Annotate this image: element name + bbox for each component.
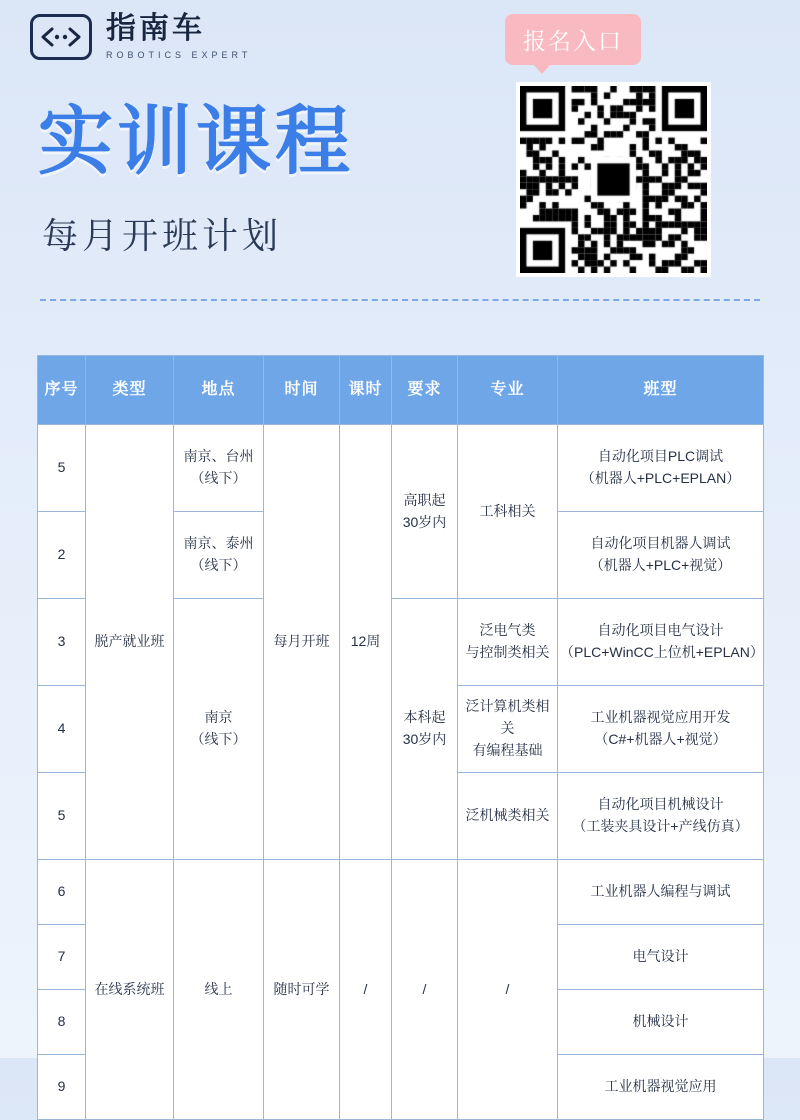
signup-entry-badge[interactable]: 报名入口 [505, 14, 641, 65]
brand-name-zh: 指南车 [106, 12, 205, 45]
cell-location-line1: 南京、台州 [183, 448, 254, 465]
cell-class: 机械设计 [558, 990, 764, 1055]
cell-class-line2: （机器人+PLC+EPLAN） [580, 470, 741, 486]
cell-requirement [392, 425, 458, 599]
column-header-hours: 课时 [340, 356, 392, 425]
table-row [38, 860, 764, 925]
table-header-row [38, 356, 764, 425]
cell-major: 工科相关 [458, 425, 558, 599]
qr-code-icon[interactable] [516, 82, 711, 277]
logo-brackets-icon [30, 14, 92, 60]
schedule-table [37, 355, 764, 1120]
divider [40, 299, 760, 301]
brand-name-en: ROBOTICS EXPERT [106, 50, 252, 60]
cell-index: 8 [38, 990, 86, 1055]
cell-index: 5 [38, 425, 86, 512]
cell-index: 4 [38, 686, 86, 773]
cell-requirement-line2: 30岁内 [402, 731, 447, 747]
page-title: 实训课程 [38, 99, 355, 183]
cell-class: 电气设计 [558, 925, 764, 990]
cell-index: 9 [38, 1055, 86, 1120]
column-header-type: 类型 [86, 356, 174, 425]
cell-class-line2: （PLC+WinCC上位机+EPLAN） [560, 644, 764, 660]
column-header-index: 序号 [38, 356, 86, 425]
cell-class-line1: 自动化项目机器人调试 [590, 535, 731, 552]
cell-major-line2: 有编程基础 [472, 741, 543, 758]
cell-requirement-line2: 30岁内 [402, 513, 447, 530]
cell-location [174, 599, 264, 860]
cell-major: 泛机械类相关 [458, 773, 558, 860]
cell-class-line1: 自动化项目机械设计 [597, 796, 724, 813]
cell-location-line2: （线下） [190, 470, 247, 486]
cell-location-line2: （线下） [190, 731, 247, 747]
cell-hours: 12周 [340, 425, 392, 860]
column-header-time: 时间 [264, 356, 340, 425]
column-header-class: 班型 [558, 356, 764, 425]
cell-index: 7 [38, 925, 86, 990]
cell-location [174, 425, 264, 512]
cell-time: 随时可学 [264, 860, 340, 1120]
cell-class-line2: （机器人+PLC+视觉） [589, 557, 732, 573]
cell-class [558, 686, 764, 773]
cell-class-line1: 工业机器视觉应用开发 [590, 709, 731, 726]
cell-major-line1: 泛计算机类相关 [465, 698, 550, 737]
cell-class: 工业机器视觉应用 [558, 1055, 764, 1120]
cell-index: 5 [38, 773, 86, 860]
cell-class [558, 425, 764, 512]
cell-location [174, 512, 264, 599]
table-row [38, 425, 764, 512]
cell-requirement: / [392, 860, 458, 1120]
cell-type-online: 在线系统班 [86, 860, 174, 1120]
cell-major: / [458, 860, 558, 1120]
cell-class-line1: 自动化项目电气设计 [597, 622, 724, 639]
cell-class [558, 599, 764, 686]
cell-index: 3 [38, 599, 86, 686]
cell-location: 线上 [174, 860, 264, 1120]
cell-class [558, 512, 764, 599]
column-header-location: 地点 [174, 356, 264, 425]
cell-class-line1: 自动化项目PLC调试 [597, 448, 724, 465]
cell-class [558, 773, 764, 860]
column-header-major: 专业 [458, 356, 558, 425]
cell-index: 6 [38, 860, 86, 925]
cell-location-line2: （线下） [190, 557, 247, 573]
cell-requirement-line1: 本科起 [403, 709, 446, 726]
cell-hours: / [340, 860, 392, 1120]
cell-major [458, 686, 558, 773]
cell-major [458, 599, 558, 686]
cell-requirement [392, 599, 458, 860]
cell-type-offline: 脱产就业班 [86, 425, 174, 860]
cell-time: 每月开班 [264, 425, 340, 860]
cell-class-line2: （工装夹具设计+产线仿真） [572, 818, 749, 834]
brand-header [30, 14, 251, 60]
cell-class-line2: （C#+机器人+视觉） [594, 731, 727, 747]
page-subtitle: 每月开班计划 [42, 215, 283, 256]
cell-index: 2 [38, 512, 86, 599]
cell-location-line1: 南京、泰州 [183, 535, 254, 552]
cell-class: 工业机器人编程与调试 [558, 860, 764, 925]
schedule-table-wrapper [37, 355, 763, 1120]
cell-location-line1: 南京 [204, 709, 233, 726]
cell-requirement-line1: 高职起 [403, 491, 446, 508]
cell-major-line1: 泛电气类 [479, 622, 536, 639]
column-header-requirement: 要求 [392, 356, 458, 425]
cell-major-line2: 与控制类相关 [465, 644, 550, 660]
